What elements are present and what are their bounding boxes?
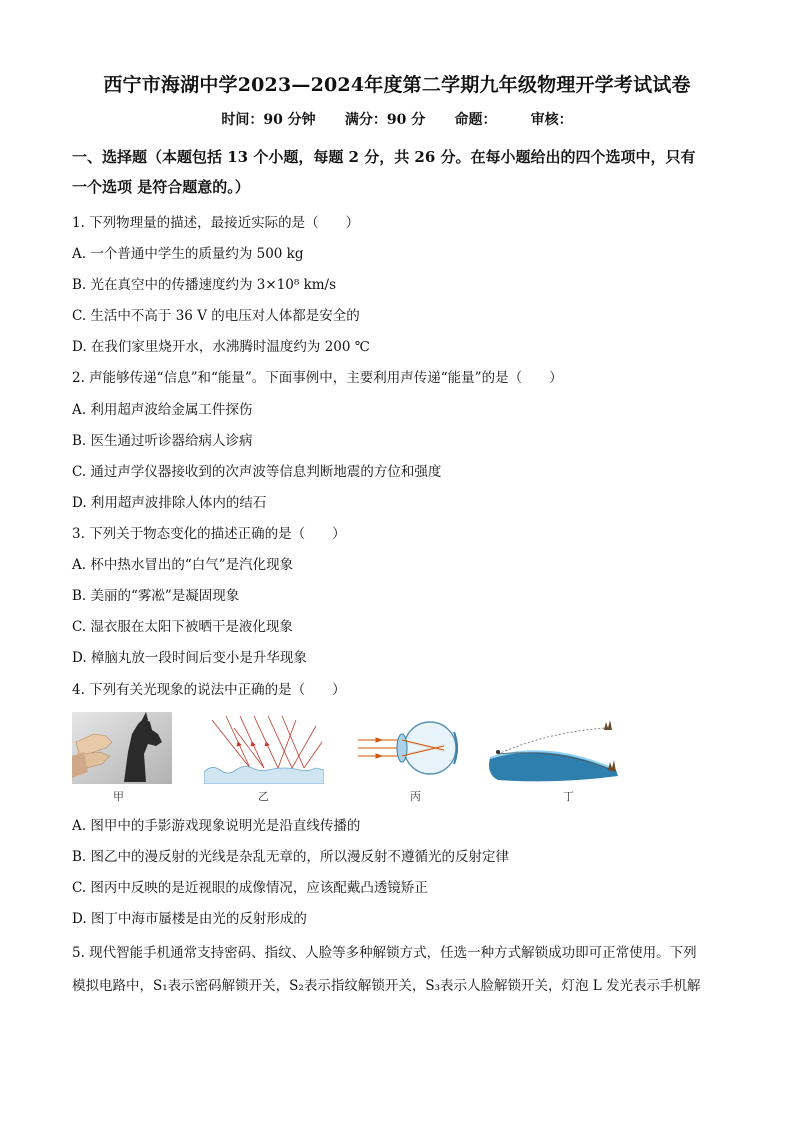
hand-shadow-figure [72, 712, 172, 784]
q2-option-d: D. 利用超声波排除人体内的结石 [72, 495, 267, 511]
page-title: 西宁市海湖中学2023—2024年度第二学期九年级物理开学考试试卷 [103, 74, 691, 96]
q3-stem: 3. 下列关于物态变化的描述正确的是（ ） [72, 526, 346, 542]
q3-option-d: D. 樟脑丸放一段时间后变小是升华现象 [72, 650, 307, 666]
q2-stem: 2. 声能够传递“信息”和“能量”。下面事例中，主要利用声传递“能量”的是（ ） [72, 370, 563, 386]
figure-caption-bing: 丙 [410, 790, 421, 803]
q1-option-d: D. 在我们家里烧开水，水沸腾时温度约为 200 ℃ [72, 339, 370, 355]
exam-meta: 时间：90 分钟 满分：90 分 命题： 审核： [221, 112, 573, 128]
q5-stem-line2: 模拟电路中，S₁表示密码解锁开关，S₂表示指纹解锁开关，S₃表示人脸解锁开关，灯泡 L 发光表示手机解 [72, 978, 701, 994]
q4-option-a: A. 图甲中的手影游戏现象说明光是沿直线传播的 [72, 818, 361, 834]
figure-caption-yi: 乙 [258, 790, 269, 803]
q3-option-b: B. 美丽的“雾凇”是凝固现象 [72, 588, 240, 604]
q4-option-c: C. 图丙中反映的是近视眼的成像情况，应该配戴凸透镜矫正 [72, 880, 428, 896]
q4-stem: 4. 下列有关光现象的说法中正确的是（ ） [72, 682, 346, 698]
figure-caption-ding: 丁 [563, 790, 574, 803]
q1-option-b: B. 光在真空中的传播速度约为 3×10⁸ km/s [72, 277, 337, 293]
q2-option-c: C. 通过声学仪器接收到的次声波等信息判断地震的方位和强度 [72, 464, 442, 480]
q4-option-d: D. 图丁中海市蜃楼是由光的反射形成的 [72, 911, 307, 927]
q1-stem: 1. 下列物理量的描述，最接近实际的是（ ） [72, 215, 360, 231]
figure-caption-jia: 甲 [113, 790, 124, 803]
q3-option-a: A. 杯中热水冒出的“白气”是汽化现象 [72, 557, 294, 573]
q1-option-c: C. 生活中不高于 36 V 的电压对人体都是安全的 [72, 308, 360, 324]
mirage-figure [488, 718, 624, 782]
q5-stem-line1: 5. 现代智能手机通常支持密码、指纹、人脸等多种解锁方式，任选一种方式解锁成功即可正常使用。下列 [72, 945, 697, 961]
q1-option-a: A. 一个普通中学生的质量约为 500 kg [72, 246, 304, 262]
eye-imaging-figure [358, 718, 462, 778]
section-heading-line1: 一、选择题（本题包括 13 个小题，每题 2 分，共 26 分。在每小题给出的四个选项中，只有 [72, 148, 696, 166]
diffuse-reflection-figure [204, 712, 324, 784]
q4-option-b: B. 图乙中的漫反射的光线是杂乱无章的，所以漫反射不遵循光的反射定律 [72, 849, 510, 865]
q3-option-c: C. 湿衣服在太阳下被晒干是液化现象 [72, 619, 293, 635]
q2-option-b: B. 医生通过听诊器给病人诊病 [72, 433, 253, 449]
section-heading-line2: 一个选项 是符合题意的。） [72, 178, 250, 196]
q2-option-a: A. 利用超声波给金属工件探伤 [72, 402, 253, 418]
